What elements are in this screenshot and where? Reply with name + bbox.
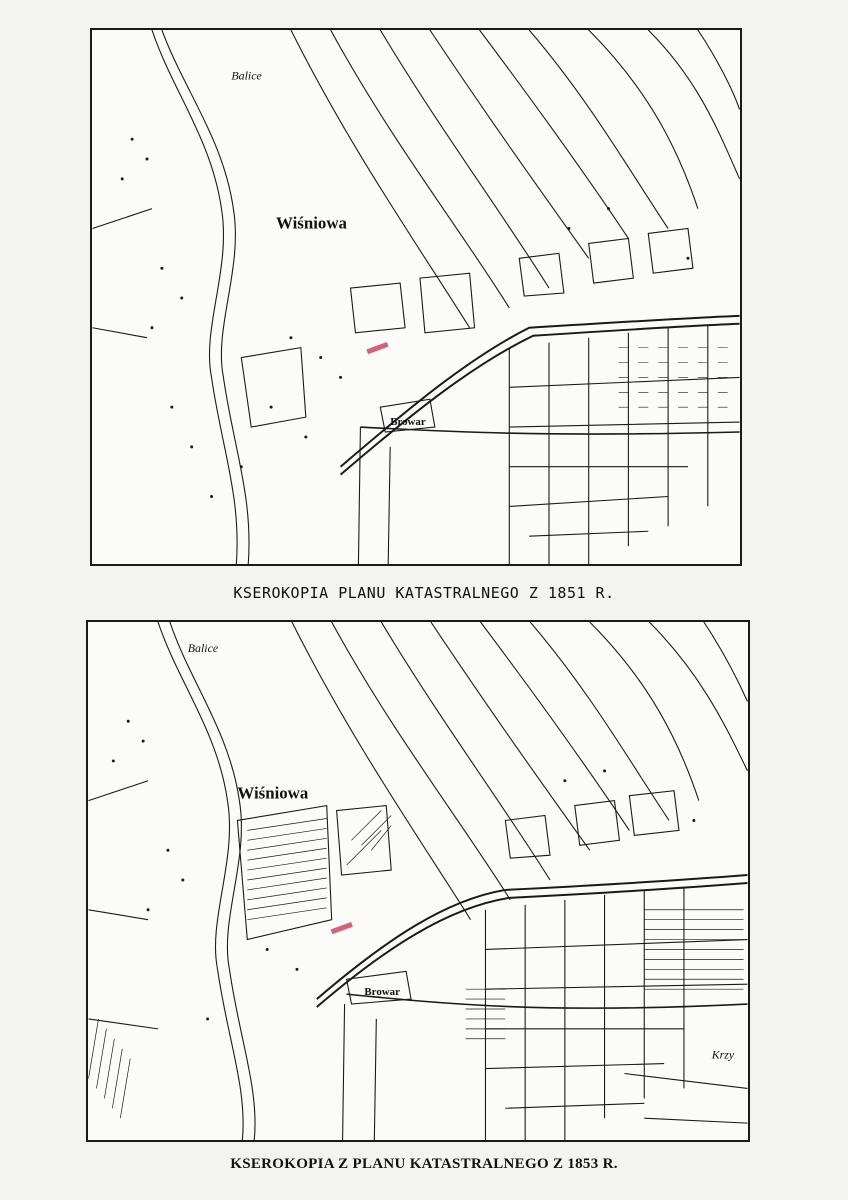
map-1853-east-label: Krzy — [711, 1047, 735, 1062]
map-1851-drawing — [92, 30, 740, 564]
highlight-parcel — [366, 342, 388, 354]
map-1853-brewery-label: Browar — [364, 986, 400, 999]
cadastral-map-1853 — [86, 620, 750, 1142]
map-1851-caption: KSEROKOPIA PLANU KATASTRALNEGO Z 1851 R. — [233, 584, 615, 602]
map-1851-north-label: Balice — [231, 68, 262, 83]
map-1851-linework — [92, 30, 739, 564]
cadastral-map-1851 — [90, 28, 742, 566]
map-1851-village-label: Wiśniowa — [276, 213, 347, 233]
map-1853-hatching — [89, 811, 744, 1119]
map-1851-tree-marks — [121, 138, 690, 498]
map-1851-brewery-label: Browar — [390, 416, 426, 429]
map-1851-meadow-hatching — [618, 348, 727, 408]
map-1853-north-label: Balice — [187, 640, 219, 655]
highlight-parcel — [331, 922, 353, 934]
map-1853-linework — [89, 622, 748, 1140]
map-1853-drawing — [88, 622, 748, 1140]
map-1853-caption: KSEROKOPIA Z PLANU KATASTRALNEGO Z 1853 R. — [230, 1156, 618, 1172]
map-1853-tree-marks — [112, 720, 695, 1021]
map-1853-village-label: Wiśniowa — [237, 783, 309, 803]
